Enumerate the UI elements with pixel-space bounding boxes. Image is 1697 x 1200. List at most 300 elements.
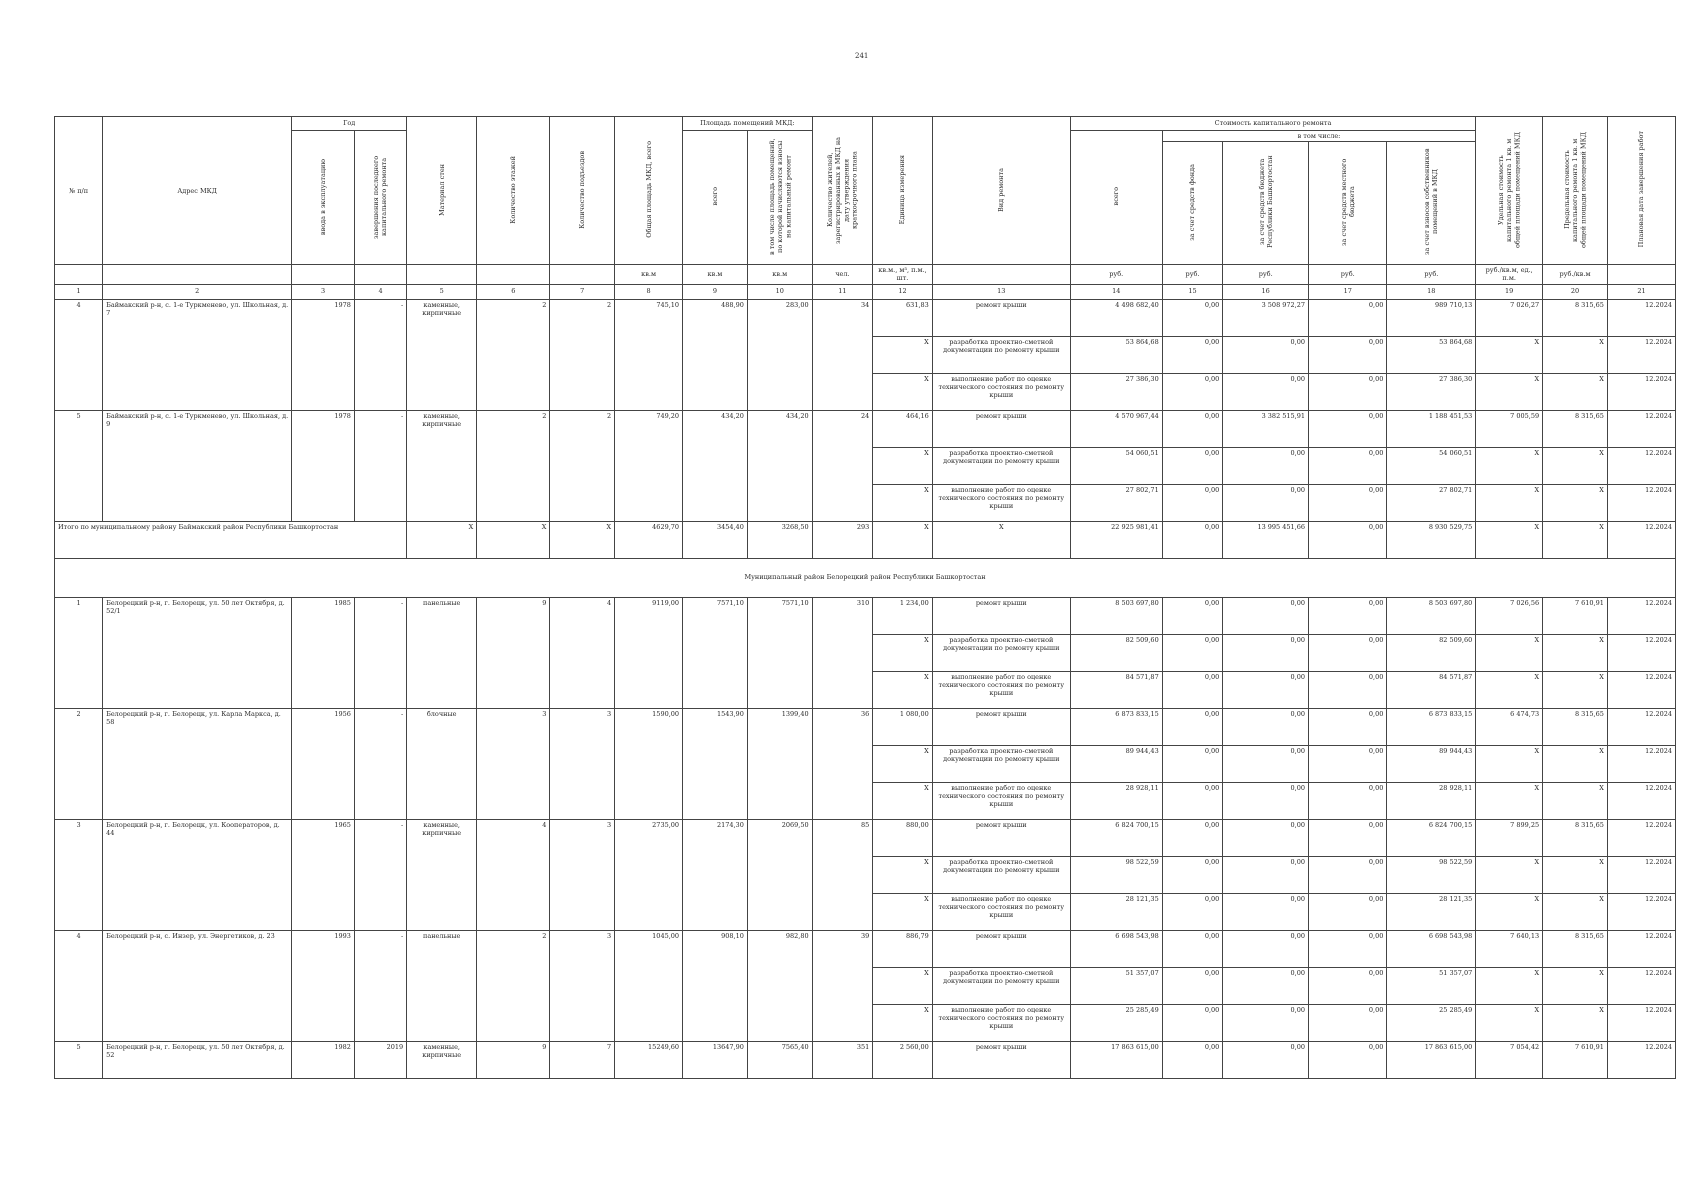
- column-index-cell: 18: [1387, 284, 1476, 299]
- cost-local: 0,00: [1309, 447, 1387, 484]
- cost-fund: 0,00: [1162, 856, 1223, 893]
- cost-owners: 53 864,68: [1387, 336, 1476, 373]
- subtotal-max-cost: X: [1543, 521, 1608, 558]
- cost-owners: 8 503 697,80: [1387, 597, 1476, 634]
- cost-owners: 6 873 833,15: [1387, 708, 1476, 745]
- unit-cell: кв.м., м³, п.м., шт.: [873, 265, 933, 284]
- subtotal-premises-area: 3454,40: [683, 521, 748, 558]
- building-address: Белорецкий р-н, г. Белорецк, ул. Карла Маркса, д. 58: [103, 708, 292, 819]
- header-entrances: Количество подъездов: [550, 117, 615, 265]
- residents-count: 310: [812, 597, 873, 708]
- work-type: разработка проектно-сметной документации по ремонту крыши: [932, 967, 1070, 1004]
- cost-republic: 0,00: [1223, 708, 1309, 745]
- column-index-cell: 3: [292, 284, 355, 299]
- max-cost: X: [1543, 745, 1608, 782]
- entrances-count: 2: [550, 410, 615, 521]
- building-address: Белорецкий р-н, г. Белорецк, ул. 50 лет Октября, д. 52: [103, 1041, 292, 1078]
- building-address: Баймакский р-н, с. 1-е Туркменево, ул. Школьная, д. 9: [103, 410, 292, 521]
- cost-owners: 82 509,60: [1387, 634, 1476, 671]
- unit-cell: кв.м: [615, 265, 683, 284]
- completion-date: 12.2024: [1607, 782, 1675, 819]
- cost-republic: 0,00: [1223, 1004, 1309, 1041]
- unit-cell: [103, 265, 292, 284]
- row-number: 4: [55, 299, 103, 410]
- completion-date: 12.2024: [1607, 967, 1675, 1004]
- max-cost: X: [1543, 447, 1608, 484]
- column-index-cell: 2: [103, 284, 292, 299]
- table-header: [55, 117, 1676, 300]
- work-quantity: X: [873, 484, 933, 521]
- work-quantity: 1 080,00: [873, 708, 933, 745]
- max-cost: 7 610,91: [1543, 597, 1608, 634]
- residents-count: 39: [812, 930, 873, 1041]
- year-last-repair: -: [354, 299, 406, 410]
- residential-area: 7565,40: [747, 1041, 812, 1078]
- cost-total: 6 873 833,15: [1070, 708, 1162, 745]
- unit-cost: 6 474,73: [1476, 708, 1543, 745]
- subtotal-label: Итого по муниципальному району Баймакский район Республики Башкортостан: [55, 521, 407, 558]
- cost-owners: 989 710,13: [1387, 299, 1476, 336]
- entrances-count: 3: [550, 819, 615, 930]
- cost-fund: 0,00: [1162, 410, 1223, 447]
- premises-area: 908,10: [683, 930, 748, 1041]
- cost-total: 6 698 543,98: [1070, 930, 1162, 967]
- building-address: Белорецкий р-н, г. Белорецк, ул. 50 лет Октября, д. 52/1: [103, 597, 292, 708]
- completion-date: 12.2024: [1607, 597, 1675, 634]
- subtotal-cost-fund: 0,00: [1162, 521, 1223, 558]
- column-index-cell: 20: [1543, 284, 1608, 299]
- max-cost: X: [1543, 1004, 1608, 1041]
- cost-total: 28 121,35: [1070, 893, 1162, 930]
- header-floors: Количество этажей: [477, 117, 550, 265]
- cost-local: 0,00: [1309, 299, 1387, 336]
- cost-local: 0,00: [1309, 484, 1387, 521]
- premises-area: 13647,90: [683, 1041, 748, 1078]
- cost-local: 0,00: [1309, 1041, 1387, 1078]
- cost-owners: 1 188 451,53: [1387, 410, 1476, 447]
- year-commission: 1965: [292, 819, 355, 930]
- entrances-count: 7: [550, 1041, 615, 1078]
- work-quantity: 2 560,00: [873, 1041, 933, 1078]
- floors-count: 2: [477, 410, 550, 521]
- cost-fund: 0,00: [1162, 745, 1223, 782]
- unit-cost: X: [1476, 373, 1543, 410]
- subtotal-residential-area: 3268,50: [747, 521, 812, 558]
- table-row: [55, 410, 1676, 447]
- unit-cell: [354, 265, 406, 284]
- unit-cell: кв.м: [747, 265, 812, 284]
- work-type: выполнение работ по оценке технического состояния по ремонту крыши: [932, 484, 1070, 521]
- unit-cell: чел.: [812, 265, 873, 284]
- work-type: ремонт крыши: [932, 708, 1070, 745]
- total-area: 1045,00: [615, 930, 683, 1041]
- cost-total: 17 863 615,00: [1070, 1041, 1162, 1078]
- cost-local: 0,00: [1309, 634, 1387, 671]
- work-quantity: X: [873, 782, 933, 819]
- max-cost: 7 610,91: [1543, 1041, 1608, 1078]
- subtotal-entrances: X: [550, 521, 615, 558]
- work-quantity: 886,79: [873, 930, 933, 967]
- year-last-repair: -: [354, 597, 406, 708]
- cost-owners: 89 944,43: [1387, 745, 1476, 782]
- residential-area: 2069,50: [747, 819, 812, 930]
- cost-total: 4 498 682,40: [1070, 299, 1162, 336]
- floors-count: 2: [477, 930, 550, 1041]
- work-type: ремонт крыши: [932, 597, 1070, 634]
- completion-date: 12.2024: [1607, 410, 1675, 447]
- residents-count: 351: [812, 1041, 873, 1078]
- year-last-repair: 2019: [354, 1041, 406, 1078]
- cost-republic: 0,00: [1223, 856, 1309, 893]
- cost-fund: 0,00: [1162, 708, 1223, 745]
- column-index-cell: 7: [550, 284, 615, 299]
- cost-fund: 0,00: [1162, 1004, 1223, 1041]
- page-number: 241: [855, 52, 869, 60]
- unit-cell: [292, 265, 355, 284]
- work-quantity: X: [873, 336, 933, 373]
- column-index-cell: 19: [1476, 284, 1543, 299]
- completion-date: 12.2024: [1607, 1004, 1675, 1041]
- work-type: выполнение работ по оценке технического состояния по ремонту крыши: [932, 893, 1070, 930]
- cost-owners: 54 060,51: [1387, 447, 1476, 484]
- cost-owners: 98 522,59: [1387, 856, 1476, 893]
- cost-total: 27 802,71: [1070, 484, 1162, 521]
- floors-count: 9: [477, 597, 550, 708]
- total-area: 2735,00: [615, 819, 683, 930]
- premises-area: 434,20: [683, 410, 748, 521]
- work-type: разработка проектно-сметной документации по ремонту крыши: [932, 745, 1070, 782]
- column-index-cell: 13: [932, 284, 1070, 299]
- cost-fund: 0,00: [1162, 782, 1223, 819]
- unit-cost: 7 899,25: [1476, 819, 1543, 856]
- section-row: [55, 558, 1676, 597]
- row-number: 1: [55, 597, 103, 708]
- premises-area: 2174,30: [683, 819, 748, 930]
- unit-cost: X: [1476, 634, 1543, 671]
- column-index-cell: 12: [873, 284, 933, 299]
- completion-date: 12.2024: [1607, 856, 1675, 893]
- unit-cell: руб.: [1162, 265, 1223, 284]
- cost-local: 0,00: [1309, 597, 1387, 634]
- completion-date: 12.2024: [1607, 634, 1675, 671]
- floors-count: 4: [477, 819, 550, 930]
- work-type: ремонт крыши: [932, 819, 1070, 856]
- residents-count: 36: [812, 708, 873, 819]
- max-cost: X: [1543, 967, 1608, 1004]
- header-premises-residential: в том числе площадь помещений, по которой начисляются взносы на капитальный ремонт: [747, 131, 812, 265]
- header-unit: Единица измерения: [873, 117, 933, 265]
- premises-area: 1543,90: [683, 708, 748, 819]
- work-type: ремонт крыши: [932, 410, 1070, 447]
- max-cost: X: [1543, 373, 1608, 410]
- cost-local: 0,00: [1309, 373, 1387, 410]
- premises-area: 7571,10: [683, 597, 748, 708]
- residential-area: 7571,10: [747, 597, 812, 708]
- cost-fund: 0,00: [1162, 819, 1223, 856]
- header-cost-group: Стоимость капитального ремонта: [1070, 117, 1476, 131]
- subtotal-floors: X: [477, 521, 550, 558]
- cost-owners: 27 802,71: [1387, 484, 1476, 521]
- column-index-cell: 16: [1223, 284, 1309, 299]
- residential-area: 283,00: [747, 299, 812, 410]
- max-cost: X: [1543, 893, 1608, 930]
- unit-cell: [477, 265, 550, 284]
- work-type: ремонт крыши: [932, 1041, 1070, 1078]
- table-row: [55, 299, 1676, 336]
- cost-republic: 0,00: [1223, 597, 1309, 634]
- table-row: [55, 1041, 1676, 1078]
- work-quantity: X: [873, 856, 933, 893]
- unit-cost: X: [1476, 745, 1543, 782]
- column-index-cell: 21: [1607, 284, 1675, 299]
- unit-cell: [1607, 265, 1675, 284]
- capital-repair-table-sheet: [54, 116, 1676, 1079]
- header-cost-fund: за счет средств фонда: [1162, 142, 1223, 265]
- work-type: выполнение работ по оценке технического состояния по ремонту крыши: [932, 782, 1070, 819]
- header-cost-owners: за счет взносов собственников помещений в МКД: [1387, 142, 1476, 265]
- cost-total: 53 864,68: [1070, 336, 1162, 373]
- header-work-type: Вид ремонта: [932, 117, 1070, 265]
- header-cost-republic: за счет средств бюджета Республики Башкортостан: [1223, 142, 1309, 265]
- work-quantity: X: [873, 447, 933, 484]
- subtotal-cost-owners: 8 930 529,75: [1387, 521, 1476, 558]
- work-quantity: 880,00: [873, 819, 933, 856]
- table-row: [55, 819, 1676, 856]
- column-index-cell: 4: [354, 284, 406, 299]
- cost-fund: 0,00: [1162, 373, 1223, 410]
- table-body: [55, 299, 1676, 1078]
- cost-fund: 0,00: [1162, 299, 1223, 336]
- cost-republic: 0,00: [1223, 336, 1309, 373]
- wall-material: блочные: [407, 708, 477, 819]
- total-area: 749,20: [615, 410, 683, 521]
- unit-cost: 7 026,56: [1476, 597, 1543, 634]
- wall-material: каменные, кирпичные: [407, 1041, 477, 1078]
- total-area: 15249,60: [615, 1041, 683, 1078]
- work-type: разработка проектно-сметной документации по ремонту крыши: [932, 634, 1070, 671]
- table-row: [55, 708, 1676, 745]
- subtotal-unit-cost: X: [1476, 521, 1543, 558]
- max-cost: X: [1543, 484, 1608, 521]
- header-wall-material: Материал стен: [407, 117, 477, 265]
- work-quantity: X: [873, 745, 933, 782]
- unit-cell: руб./кв.м: [1543, 265, 1608, 284]
- unit-cost: X: [1476, 447, 1543, 484]
- building-address: Белорецкий р-н, с. Инзер, ул. Энергетиков, д. 23: [103, 930, 292, 1041]
- max-cost: X: [1543, 856, 1608, 893]
- cost-local: 0,00: [1309, 856, 1387, 893]
- header-year-commission: ввода в эксплуатацию: [292, 131, 355, 265]
- work-type: разработка проектно-сметной документации по ремонту крыши: [932, 856, 1070, 893]
- cost-fund: 0,00: [1162, 634, 1223, 671]
- work-quantity: X: [873, 671, 933, 708]
- unit-cell: руб.: [1387, 265, 1476, 284]
- cost-owners: 25 285,49: [1387, 1004, 1476, 1041]
- work-quantity: X: [873, 373, 933, 410]
- residential-area: 434,20: [747, 410, 812, 521]
- column-index-cell: 17: [1309, 284, 1387, 299]
- cost-total: 4 570 967,44: [1070, 410, 1162, 447]
- cost-local: 0,00: [1309, 336, 1387, 373]
- unit-cost: X: [1476, 1004, 1543, 1041]
- work-type: выполнение работ по оценке технического состояния по ремонту крыши: [932, 373, 1070, 410]
- row-number: 5: [55, 1041, 103, 1078]
- cost-republic: 0,00: [1223, 484, 1309, 521]
- year-last-repair: -: [354, 930, 406, 1041]
- residential-area: 982,80: [747, 930, 812, 1041]
- max-cost: 8 315,65: [1543, 708, 1608, 745]
- cost-republic: 0,00: [1223, 745, 1309, 782]
- cost-local: 0,00: [1309, 671, 1387, 708]
- work-quantity: 1 234,00: [873, 597, 933, 634]
- max-cost: X: [1543, 671, 1608, 708]
- cost-fund: 0,00: [1162, 1041, 1223, 1078]
- unit-cell: руб.: [1223, 265, 1309, 284]
- cost-local: 0,00: [1309, 745, 1387, 782]
- completion-date: 12.2024: [1607, 708, 1675, 745]
- cost-local: 0,00: [1309, 930, 1387, 967]
- column-index-cell: 8: [615, 284, 683, 299]
- table-row: [55, 930, 1676, 967]
- cost-total: 82 509,60: [1070, 634, 1162, 671]
- column-index-cell: 10: [747, 284, 812, 299]
- subtotal-cost-republic: 13 995 451,66: [1223, 521, 1309, 558]
- cost-republic: 0,00: [1223, 930, 1309, 967]
- column-index-cell: 5: [407, 284, 477, 299]
- table-row: [55, 597, 1676, 634]
- unit-cost: X: [1476, 671, 1543, 708]
- floors-count: 3: [477, 708, 550, 819]
- column-index-cell: 15: [1162, 284, 1223, 299]
- max-cost: 8 315,65: [1543, 930, 1608, 967]
- cost-local: 0,00: [1309, 819, 1387, 856]
- subtotal-cost-local: 0,00: [1309, 521, 1387, 558]
- year-last-repair: -: [354, 410, 406, 521]
- completion-date: 12.2024: [1607, 1041, 1675, 1078]
- completion-date: 12.2024: [1607, 484, 1675, 521]
- completion-date: 12.2024: [1607, 930, 1675, 967]
- entrances-count: 4: [550, 597, 615, 708]
- cost-owners: 17 863 615,00: [1387, 1041, 1476, 1078]
- unit-cost: 7 005,59: [1476, 410, 1543, 447]
- cost-republic: 0,00: [1223, 634, 1309, 671]
- work-quantity: X: [873, 634, 933, 671]
- work-quantity: X: [873, 1004, 933, 1041]
- unit-cell: руб.: [1070, 265, 1162, 284]
- cost-local: 0,00: [1309, 1004, 1387, 1041]
- cost-total: 8 503 697,80: [1070, 597, 1162, 634]
- unit-cost: 7 026,27: [1476, 299, 1543, 336]
- subtotal-cost-total: 22 925 981,41: [1070, 521, 1162, 558]
- cost-fund: 0,00: [1162, 484, 1223, 521]
- residential-area: 1399,40: [747, 708, 812, 819]
- wall-material: каменные, кирпичные: [407, 299, 477, 410]
- floors-count: 9: [477, 1041, 550, 1078]
- cost-owners: 6 824 700,15: [1387, 819, 1476, 856]
- cost-fund: 0,00: [1162, 930, 1223, 967]
- unit-cell: руб.: [1309, 265, 1387, 284]
- unit-cost: X: [1476, 893, 1543, 930]
- unit-cost: 7 054,42: [1476, 1041, 1543, 1078]
- header-deadline: Плановая дата завершения работ: [1607, 117, 1675, 265]
- header-year-group: Год: [292, 117, 407, 131]
- completion-date: 12.2024: [1607, 745, 1675, 782]
- cost-owners: 28 928,11: [1387, 782, 1476, 819]
- subtotal-residents: 293: [812, 521, 873, 558]
- subtotal-date: 12.2024: [1607, 521, 1675, 558]
- subtotal-wall: X: [407, 521, 477, 558]
- header-max-cost: Предельная стоимость капитального ремонта 1 кв. м общей площади помещений МКД: [1543, 117, 1608, 265]
- cost-fund: 0,00: [1162, 893, 1223, 930]
- year-commission: 1982: [292, 1041, 355, 1078]
- header-premises-group: Площадь помещений МКД:: [683, 117, 813, 131]
- cost-local: 0,00: [1309, 893, 1387, 930]
- completion-date: 12.2024: [1607, 819, 1675, 856]
- header-year-last-repair: завершения последнего капитального ремонта: [354, 131, 406, 265]
- header-cost-local: за счет средств местного бюджета: [1309, 142, 1387, 265]
- year-commission: 1993: [292, 930, 355, 1041]
- subtotal-quantity: X: [873, 521, 933, 558]
- max-cost: X: [1543, 336, 1608, 373]
- header-total-area: Общая площадь МКД, всего: [615, 117, 683, 265]
- subtotal-row: [55, 521, 1676, 558]
- header-address: Адрес МКД: [103, 117, 292, 265]
- cost-total: 51 357,07: [1070, 967, 1162, 1004]
- cost-owners: 6 698 543,98: [1387, 930, 1476, 967]
- units-row: [55, 265, 1676, 284]
- unit-cell: [407, 265, 477, 284]
- max-cost: 8 315,65: [1543, 819, 1608, 856]
- section-title: Муниципальный район Белорецкий район Республики Башкортостан: [55, 558, 1676, 597]
- max-cost: 8 315,65: [1543, 299, 1608, 336]
- cost-total: 6 824 700,15: [1070, 819, 1162, 856]
- work-type: ремонт крыши: [932, 930, 1070, 967]
- index-row: [55, 284, 1676, 299]
- cost-total: 27 386,30: [1070, 373, 1162, 410]
- year-last-repair: -: [354, 819, 406, 930]
- year-commission: 1985: [292, 597, 355, 708]
- wall-material: каменные, кирпичные: [407, 819, 477, 930]
- header-residents: Количество жителей, зарегистрированных в МКД на дату утверждения краткосрочного плана: [812, 117, 873, 265]
- cost-republic: 0,00: [1223, 782, 1309, 819]
- unit-cell: [932, 265, 1070, 284]
- row-number: 3: [55, 819, 103, 930]
- cost-republic: 0,00: [1223, 819, 1309, 856]
- completion-date: 12.2024: [1607, 671, 1675, 708]
- cost-republic: 0,00: [1223, 893, 1309, 930]
- work-type: ремонт крыши: [932, 299, 1070, 336]
- entrances-count: 2: [550, 299, 615, 410]
- unit-cell: руб./кв.м, ед., п.м.: [1476, 265, 1543, 284]
- subtotal-work-type: X: [932, 521, 1070, 558]
- work-type: разработка проектно-сметной документации по ремонту крыши: [932, 447, 1070, 484]
- cost-fund: 0,00: [1162, 671, 1223, 708]
- entrances-count: 3: [550, 930, 615, 1041]
- header-cost-total: всего: [1070, 131, 1162, 265]
- cost-total: 54 060,51: [1070, 447, 1162, 484]
- max-cost: X: [1543, 634, 1608, 671]
- column-index-cell: 6: [477, 284, 550, 299]
- entrances-count: 3: [550, 708, 615, 819]
- unit-cell: [55, 265, 103, 284]
- wall-material: панельные: [407, 930, 477, 1041]
- year-commission: 1978: [292, 410, 355, 521]
- total-area: 9119,00: [615, 597, 683, 708]
- residents-count: 34: [812, 299, 873, 410]
- work-quantity: 464,16: [873, 410, 933, 447]
- completion-date: 12.2024: [1607, 373, 1675, 410]
- unit-cost: X: [1476, 967, 1543, 1004]
